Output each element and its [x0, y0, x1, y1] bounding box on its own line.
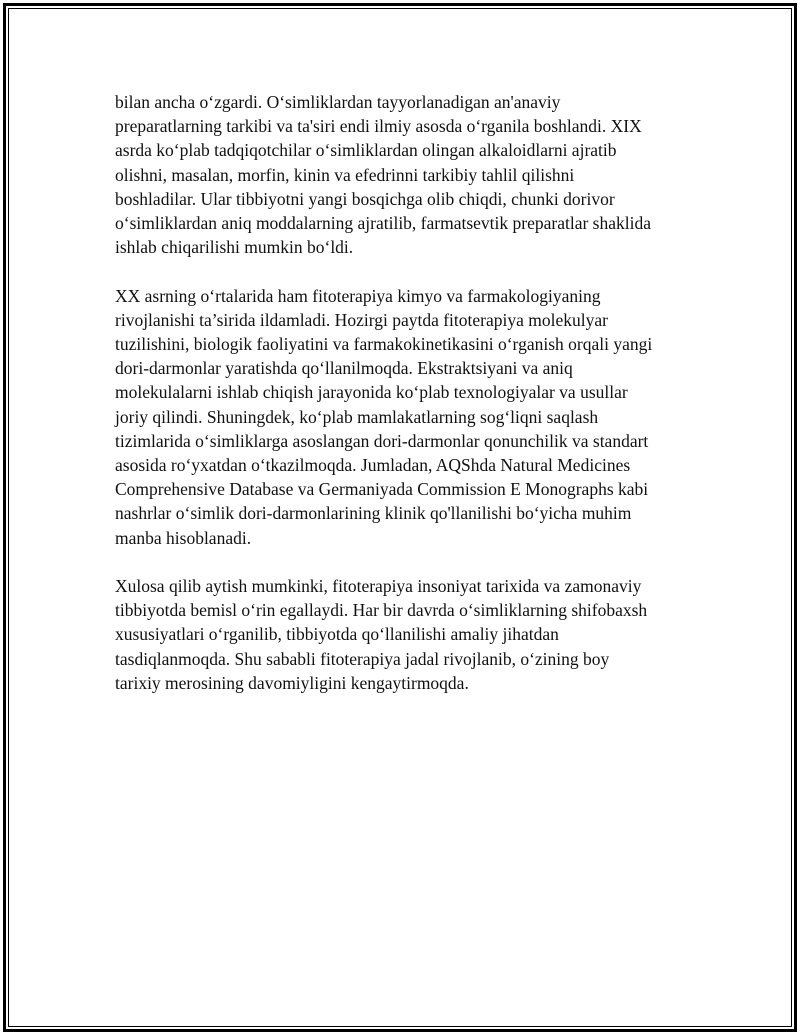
text-line: ishlab chiqarilishi mumkin bo‘ldi. [115, 237, 354, 258]
text-line: bilan ancha o‘zgardi. O‘simliklardan tayyorlanadigan an'anaviy [115, 92, 561, 112]
text-line: Comprehensive Database va Germaniyada Commission E Monographs kabi [115, 479, 649, 500]
text-line: XX asrning o‘rtalarida ham fitoterapiya kimyo va farmakologiyaning [115, 285, 601, 306]
text-line: nashrlar o‘simlik dori-darmonlarining klinik qo'llanilishi bo‘yicha muhim [115, 503, 632, 524]
text-line: o‘simliklardan aniq moddalarning ajratilib, farmatsevtik preparatlar shaklida [115, 213, 651, 234]
text-line: dori-darmonlar yaratishda qo‘llanilmoqda. Ekstraktsiyani va aniq [115, 358, 573, 379]
text-line: rivojlanishi ta’sirida ildamladi. Hozirgi paytda fitoterapiya molekulyar [115, 309, 608, 330]
text-line: olishni, masalan, morfin, kinin va efedrinni tarkibiy tahlil qilishni [115, 164, 575, 185]
text-line: joriy qilindi. Shuningdek, ko‘plab mamlakatlarning sog‘liqni saqlash [115, 406, 599, 427]
document-body [115, 90, 690, 719]
text-line: manba hisoblanadi. [115, 527, 252, 548]
text-line: tarixiy merosining davomiyligini kengaytirmoqda. [115, 672, 469, 693]
text-line: preparatlarning tarkibi va ta'siri endi ilmiy asosda o‘rganila boshlandi. XIX [115, 116, 642, 137]
text-line: tuzilishini, biologik faoliyatini va farmakokinetikasini o‘rganish orqali yangi [115, 334, 653, 355]
paragraph-2 [115, 284, 690, 550]
text-line: tizimlarida o‘simliklarga asoslangan dori-darmonlar qonunchilik va standart [115, 430, 649, 451]
text-line: molekulalarni ishlab chiqish jarayonida ko‘plab texnologiyalar va usullar [115, 382, 628, 403]
text-line: tasdiqlanmoqda. Shu sababli fitoterapiya jadal rivojlanib, o‘zining boy [115, 648, 610, 669]
paragraph-1 [115, 90, 690, 259]
text-line: asrda ko‘plab tadqiqotchilar o‘simliklardan olingan alkaloidlarni ajratib [115, 140, 617, 161]
text-line: xususiyatlari o‘rganilib, tibbiyotda qo‘llanilishi amaliy jihatdan [115, 624, 559, 645]
paragraph-3 [115, 574, 690, 695]
text-line: Xulosa qilib aytish mumkinki, fitoterapiya insoniyat tarixida va zamonaviy [115, 576, 642, 597]
text-line: tibbiyotda bemisl o‘rin egallaydi. Har bir davrda o‘simliklarning shifobaxsh [115, 600, 648, 621]
text-line: boshladilar. Ular tibbiyotni yangi bosqichga olib chiqdi, chunki dorivor [115, 188, 615, 209]
text-line: asosida ro‘yxatdan o‘tkazilmoqda. Jumladan, AQShda Natural Medicines [115, 455, 631, 476]
